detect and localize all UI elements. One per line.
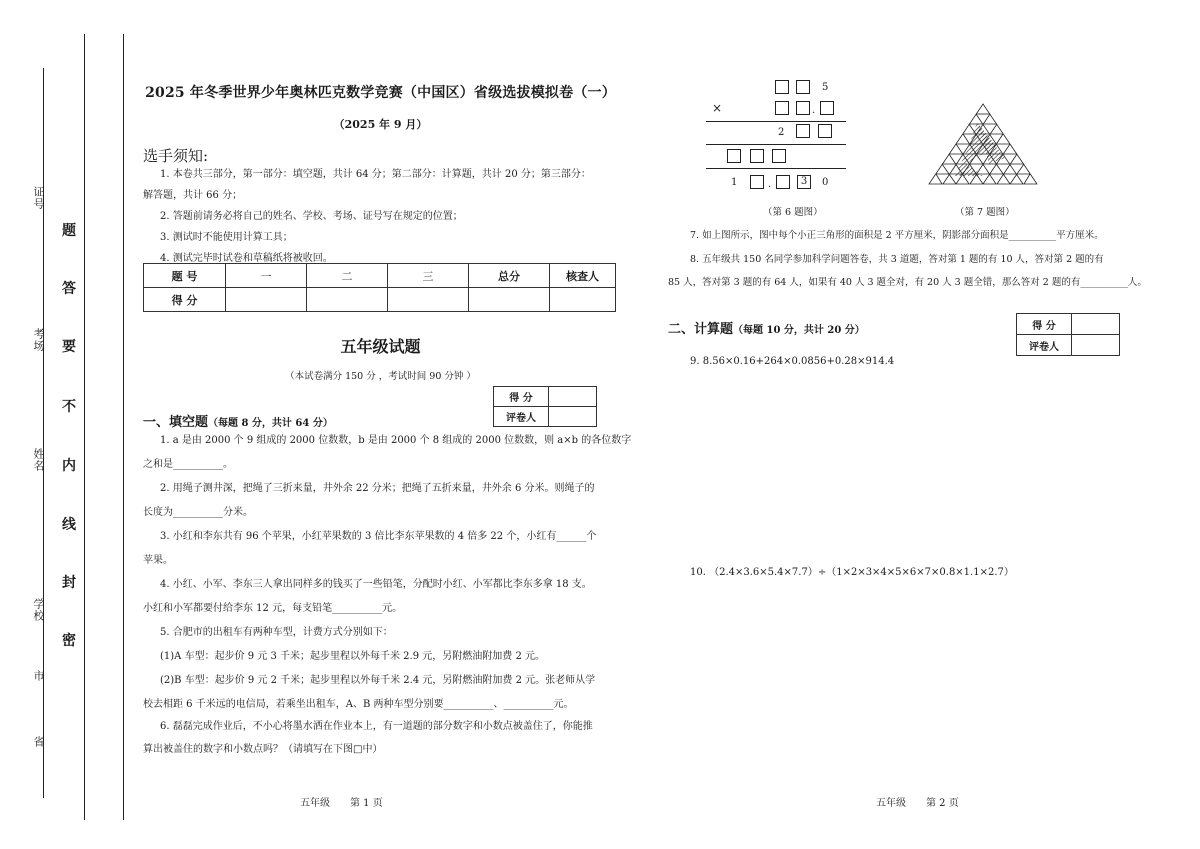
digit-2: 2 bbox=[778, 127, 785, 138]
rule-line bbox=[706, 121, 846, 122]
seal-char: 要 bbox=[62, 339, 76, 355]
q-line: 小红和小军都要付给李东 12 元，每支铅笔__________元。 bbox=[143, 603, 403, 614]
times-sign: × bbox=[712, 101, 723, 115]
decimal-point: . bbox=[812, 105, 816, 116]
q-line: 5. 合肥市的出租车有两种车型，计费方式分别如下： bbox=[160, 627, 393, 638]
digit-box[interactable] bbox=[776, 175, 790, 189]
mini-score-label: 得 分 bbox=[1017, 314, 1072, 335]
q-line: (1)A 车型：起步价 9 元 3 千米；起步里程以外每千米 2.9 元，另附燃油附加费 2 元。 bbox=[160, 651, 545, 662]
digit-box[interactable] bbox=[750, 175, 764, 189]
q-line: (2)B 车型：起步价 9 元 2 千米；起步里程以外每千米 2.4 元，另附燃油附加费 2 元。张老师从学 bbox=[160, 675, 596, 686]
seal-char: 密 bbox=[62, 633, 76, 649]
digit-box[interactable] bbox=[775, 80, 789, 94]
score-cell[interactable] bbox=[469, 288, 550, 312]
q-line: 6. 磊磊完成作业后，不小心将墨水洒在作业本上，有一道题的部分数字和小数点被盖住了，你能推 bbox=[160, 721, 593, 732]
exam-title: 2025 年冬季世界少年奥林匹克数学竞赛（中国区）省级选拔模拟卷（一） bbox=[145, 85, 616, 101]
question-10: 10. （2.4×3.6×5.4×7.7）÷（1×2×3×4×5×6×7×0.8×1.1×2.7） bbox=[690, 567, 1014, 578]
seal-char: 题 bbox=[62, 223, 76, 239]
question-8-line2: 85 人，答对第 3 题的有 64 人，如果有 40 人 3 题全对，有 20 人 3 题全错，那么答对 2 题的有__________人。 bbox=[668, 277, 1147, 288]
q-line: 之和是__________。 bbox=[143, 459, 233, 470]
margin-label-xingming: 姓名 bbox=[32, 448, 45, 472]
question-8-line1: 8. 五年级共 150 名同学参加科学问题答卷，共 3 道题，答对第 1 题的有 10 人，答对第 2 题的有 bbox=[690, 254, 1104, 265]
q-line: 苹果。 bbox=[143, 555, 173, 566]
mini-grader-cell[interactable] bbox=[1072, 335, 1120, 356]
exam-date: （2025 年 9 月） bbox=[333, 118, 428, 131]
mini-grader-cell[interactable] bbox=[549, 407, 597, 427]
score-cell[interactable] bbox=[307, 288, 388, 312]
margin-line-outer bbox=[84, 34, 85, 820]
decimal-point: . bbox=[768, 179, 772, 190]
mini-grader-label: 评卷人 bbox=[1017, 335, 1072, 356]
digit-box[interactable] bbox=[796, 101, 810, 115]
score-table bbox=[143, 263, 616, 312]
q-line: 1. a 是由 2000 个 9 组成的 2000 位数数，b 是由 2000 个 8 组成的 2000 位数数，则 a×b 的各位数字 bbox=[160, 435, 632, 446]
notice-item: 3. 测试时不能使用计算工具； bbox=[160, 232, 293, 243]
section1-heading bbox=[143, 411, 333, 430]
section2-title: 二、计算题 bbox=[668, 322, 734, 337]
mini-score-cell[interactable] bbox=[549, 387, 597, 407]
seal-char: 不 bbox=[62, 399, 76, 415]
digit-box[interactable] bbox=[775, 101, 789, 115]
score-table-header: 二 bbox=[307, 264, 388, 288]
section2-score-box bbox=[1016, 313, 1120, 356]
digit-box[interactable] bbox=[796, 124, 810, 138]
section2-heading bbox=[668, 318, 865, 337]
page-footer-right: 五年级 第 2 页 bbox=[876, 798, 959, 809]
page-footer-left: 五年级 第 1 页 bbox=[300, 798, 383, 809]
notice-item: 解答题，共计 66 分； bbox=[143, 190, 243, 201]
digit-box[interactable] bbox=[818, 124, 832, 138]
q-line: 长度为__________分米。 bbox=[143, 507, 253, 518]
notice-heading: 选手须知: bbox=[143, 147, 209, 165]
score-cell[interactable] bbox=[388, 288, 469, 312]
margin-blank-line bbox=[43, 68, 44, 798]
q-line: 2. 用绳子测井深，把绳了三折来量，井外余 22 分米；把绳了五折来量，井外余 6 分米。则绳子的 bbox=[160, 483, 595, 494]
margin-label-sheng: 省 bbox=[32, 736, 45, 748]
digit-box[interactable] bbox=[727, 149, 741, 163]
grade-title: 五年级试题 bbox=[340, 337, 421, 356]
question-9: 9. 8.56×0.16+264×0.0856+0.28×914.4 bbox=[690, 356, 895, 367]
digit-box[interactable] bbox=[772, 149, 786, 163]
fig7-triangle bbox=[925, 100, 1041, 188]
score-table-header: 三 bbox=[388, 264, 469, 288]
seal-char: 线 bbox=[62, 517, 76, 533]
margin-label-zhenghao: 证号 bbox=[32, 186, 45, 210]
section2-note: （每题 10 分，共计 20 分） bbox=[733, 325, 865, 336]
digit-box[interactable] bbox=[750, 149, 764, 163]
section1-title: 一、填空题 bbox=[143, 415, 209, 430]
q-line: 算出被盖住的数字和小数点吗？（请填写在下图□中） bbox=[143, 744, 383, 755]
section1-note: （每题 8 分，共计 64 分） bbox=[208, 418, 333, 429]
fig6-caption: （第 6 题图） bbox=[763, 207, 823, 218]
digit-box[interactable] bbox=[796, 80, 810, 94]
section1-score-box bbox=[493, 386, 597, 427]
score-table-header: 题 号 bbox=[144, 264, 226, 288]
score-cell[interactable] bbox=[226, 288, 307, 312]
digit-box[interactable] bbox=[820, 101, 834, 115]
margin-line-inner bbox=[123, 34, 124, 820]
margin-label-shi: 市 bbox=[32, 670, 45, 682]
notice-item: 2. 答题前请务必将自己的姓名、学校、考场、证号写在规定的位置； bbox=[160, 211, 463, 222]
mini-score-label: 得 分 bbox=[494, 387, 549, 407]
seal-char: 答 bbox=[62, 281, 76, 297]
grade-subtitle: （本试卷满分 150 分 ，考试时间 90 分钟 ） bbox=[285, 371, 476, 382]
seal-char: 内 bbox=[62, 458, 76, 474]
margin-label-xuexiao: 学校 bbox=[32, 598, 45, 622]
score-table-header: 核查人 bbox=[550, 264, 616, 288]
rule-line bbox=[706, 144, 846, 145]
digit-0: 0 bbox=[822, 177, 829, 188]
digit-1: 1 bbox=[731, 177, 738, 188]
digit-5: 5 bbox=[822, 82, 829, 93]
notice-item: 4. 测试完毕时试卷和草稿纸将被收回。 bbox=[160, 253, 333, 264]
mini-score-cell[interactable] bbox=[1072, 314, 1120, 335]
notice-item: 1. 本卷共三部分，第一部分：填空题，共计 64 分；第二部分：计算题，共计 20 分；第三部分： bbox=[160, 169, 591, 180]
score-table-header: 总分 bbox=[469, 264, 550, 288]
seal-char: 封 bbox=[62, 575, 76, 591]
q-line: 3. 小红和李东共有 96 个苹果，小红苹果数的 3 倍比李东苹果数的 4 倍多 22 个，小红有______个 bbox=[160, 531, 597, 542]
digit-3: 3 bbox=[800, 176, 808, 187]
margin-label-kaochang: 考场 bbox=[32, 328, 45, 352]
question-7: 7. 如上图所示，图中每个小正三角形的面积是 2 平方厘米，阴影部分面积是__________平方厘米。 bbox=[690, 230, 1104, 241]
score-cell[interactable] bbox=[550, 288, 616, 312]
q-line: 校去相距 6 千米远的电信局，若乘坐出租车，A、B 两种车型分别要__________、__________元。 bbox=[143, 699, 574, 710]
score-table-header: 一 bbox=[226, 264, 307, 288]
digit-box-filled bbox=[797, 175, 811, 189]
fig7-caption: （第 7 题图） bbox=[955, 207, 1015, 218]
q-line: 4. 小红、小军、李东三人拿出同样多的钱买了一些铅笔，分配时小红、小军都比李东多拿 18 支。 bbox=[160, 579, 592, 590]
rule-line bbox=[706, 168, 846, 169]
score-row-label: 得 分 bbox=[144, 288, 226, 312]
mini-grader-label: 评卷人 bbox=[494, 407, 549, 427]
